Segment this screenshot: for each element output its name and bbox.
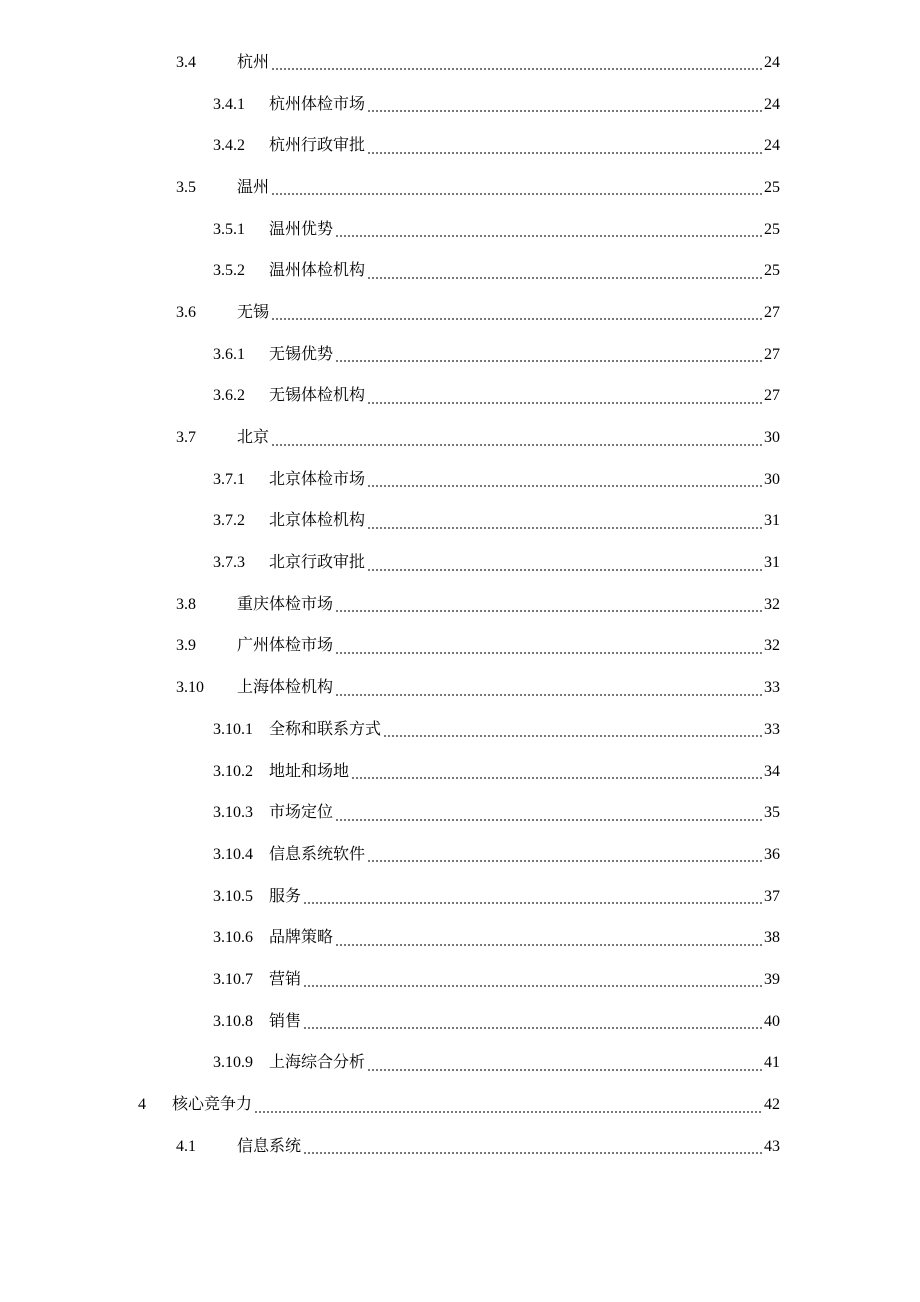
- toc-dot-leader: [303, 902, 763, 904]
- toc-entry-title: 地址和场地: [269, 762, 350, 780]
- toc-entry-number: 3.4: [176, 53, 196, 71]
- toc-entry-number: 3.4.1: [213, 95, 245, 113]
- toc-entry-title: 全称和联系方式: [269, 720, 382, 738]
- toc-dot-leader: [303, 1027, 763, 1029]
- toc-entry-title: 营销: [269, 970, 302, 988]
- toc-entry-title: 杭州行政审批: [269, 137, 366, 155]
- toc-entry-number: 3.10.1: [213, 720, 253, 738]
- toc-entry-number: 3.7.1: [213, 470, 245, 488]
- toc-dot-leader: [335, 360, 763, 362]
- toc-dot-leader: [383, 735, 763, 737]
- toc-entry-title: 温州: [237, 178, 270, 196]
- toc-dot-leader: [271, 68, 763, 70]
- toc-entry-title: 服务: [269, 887, 302, 905]
- toc-entry-title: 销售: [269, 1012, 302, 1030]
- table-of-contents: [0, 42, 920, 1168]
- toc-entry-number: 4.1: [176, 1137, 196, 1155]
- toc-entry-number: 3.6.1: [213, 345, 245, 363]
- toc-dot-leader: [335, 652, 763, 654]
- toc-entry-title: 北京: [237, 429, 270, 447]
- toc-entry-number: 3.10.5: [213, 887, 253, 905]
- toc-entry-title: 市场定位: [269, 804, 334, 822]
- toc-entry-page-number: 30: [764, 429, 780, 447]
- toc-entry-title: 温州优势: [269, 220, 334, 238]
- toc-dot-leader: [271, 444, 763, 446]
- toc-entry-page-number: 33: [764, 720, 780, 738]
- toc-entry-title: 无锡优势: [269, 345, 334, 363]
- toc-entry-number: 3.5: [176, 178, 196, 196]
- toc-dot-leader: [335, 235, 763, 237]
- toc-dot-leader: [335, 944, 763, 946]
- toc-dot-leader: [367, 527, 763, 529]
- toc-dot-leader: [351, 777, 763, 779]
- toc-dot-leader: [335, 610, 763, 612]
- toc-entry-page-number: 32: [764, 595, 780, 613]
- toc-entry[interactable]: [0, 709, 920, 751]
- toc-entry-page-number: 27: [764, 387, 780, 405]
- toc-entry-number: 4: [138, 1096, 146, 1114]
- toc-entry[interactable]: [0, 334, 920, 376]
- toc-entry-title: 广州体检市场: [237, 637, 334, 655]
- toc-entry-number: 3.7.2: [213, 512, 245, 530]
- toc-dot-leader: [303, 985, 763, 987]
- toc-entry[interactable]: [0, 876, 920, 918]
- toc-entry[interactable]: [0, 834, 920, 876]
- toc-entry[interactable]: [0, 376, 920, 418]
- toc-entry-page-number: 39: [764, 970, 780, 988]
- toc-entry-title: 信息系统软件: [269, 845, 366, 863]
- toc-entry[interactable]: [0, 417, 920, 459]
- toc-entry-page-number: 34: [764, 762, 780, 780]
- toc-entry[interactable]: [0, 1084, 920, 1126]
- toc-entry-number: 3.7: [176, 429, 196, 447]
- toc-entry[interactable]: [0, 501, 920, 543]
- toc-entry-number: 3.10.3: [213, 804, 253, 822]
- toc-entry-page-number: 31: [764, 554, 780, 572]
- toc-entry-page-number: 31: [764, 512, 780, 530]
- toc-entry-title: 温州体检机构: [269, 262, 366, 280]
- toc-entry-number: 3.10.9: [213, 1054, 253, 1072]
- toc-entry-number: 3.10.2: [213, 762, 253, 780]
- toc-entry-title: 上海综合分析: [269, 1054, 366, 1072]
- toc-entry[interactable]: [0, 542, 920, 584]
- toc-entry-number: 3.6.2: [213, 387, 245, 405]
- toc-entry[interactable]: [0, 292, 920, 334]
- toc-entry-title: 北京体检市场: [269, 470, 366, 488]
- toc-dot-leader: [367, 569, 763, 571]
- toc-entry-page-number: 38: [764, 929, 780, 947]
- toc-entry[interactable]: [0, 959, 920, 1001]
- toc-entry-title: 上海体检机构: [237, 679, 334, 697]
- toc-entry[interactable]: [0, 1126, 920, 1168]
- toc-entry-number: 3.8: [176, 595, 196, 613]
- toc-entry-page-number: 27: [764, 303, 780, 321]
- toc-entry[interactable]: [0, 792, 920, 834]
- toc-entry-page-number: 27: [764, 345, 780, 363]
- toc-entry-number: 3.10.4: [213, 845, 253, 863]
- toc-entry[interactable]: [0, 42, 920, 84]
- toc-entry[interactable]: [0, 667, 920, 709]
- toc-entry-number: 3.10.6: [213, 929, 253, 947]
- toc-entry[interactable]: [0, 125, 920, 167]
- toc-entry-page-number: 42: [764, 1096, 780, 1114]
- toc-entry-title: 品牌策略: [269, 929, 334, 947]
- toc-dot-leader: [367, 152, 763, 154]
- toc-entry-title: 无锡体检机构: [269, 387, 366, 405]
- toc-entry-page-number: 43: [764, 1137, 780, 1155]
- toc-entry-page-number: 37: [764, 887, 780, 905]
- toc-entry-title: 核心竞争力: [172, 1096, 253, 1114]
- toc-dot-leader: [367, 402, 763, 404]
- toc-entry[interactable]: [0, 250, 920, 292]
- toc-entry-title: 北京行政审批: [269, 554, 366, 572]
- toc-entry[interactable]: [0, 167, 920, 209]
- toc-entry-page-number: 33: [764, 679, 780, 697]
- toc-entry-page-number: 30: [764, 470, 780, 488]
- toc-entry[interactable]: [0, 751, 920, 793]
- toc-entry[interactable]: [0, 84, 920, 126]
- toc-entry-number: 3.4.2: [213, 137, 245, 155]
- toc-dot-leader: [271, 318, 763, 320]
- toc-dot-leader: [335, 819, 763, 821]
- toc-dot-leader: [367, 485, 763, 487]
- toc-entry-number: 3.7.3: [213, 554, 245, 572]
- toc-entry-title: 北京体检机构: [269, 512, 366, 530]
- toc-entry-title: 信息系统: [237, 1137, 302, 1155]
- toc-entry-number: 3.9: [176, 637, 196, 655]
- toc-entry-number: 3.10.7: [213, 970, 253, 988]
- toc-entry-page-number: 41: [764, 1054, 780, 1072]
- toc-dot-leader: [367, 860, 763, 862]
- toc-entry-title: 无锡: [237, 303, 270, 321]
- toc-entry[interactable]: [0, 626, 920, 668]
- toc-entry[interactable]: [0, 584, 920, 626]
- toc-entry-title: 重庆体检市场: [237, 595, 334, 613]
- toc-entry-number: 3.5.1: [213, 220, 245, 238]
- toc-dot-leader: [367, 277, 763, 279]
- toc-dot-leader: [367, 110, 763, 112]
- toc-entry-page-number: 25: [764, 262, 780, 280]
- toc-entry-page-number: 24: [764, 95, 780, 113]
- toc-dot-leader: [271, 193, 763, 195]
- toc-entry-page-number: 32: [764, 637, 780, 655]
- toc-dot-leader: [303, 1152, 763, 1154]
- toc-entry-page-number: 25: [764, 178, 780, 196]
- toc-entry-number: 3.10: [176, 679, 204, 697]
- toc-entry[interactable]: [0, 1043, 920, 1085]
- toc-dot-leader: [254, 1111, 763, 1113]
- toc-entry-title: 杭州: [237, 53, 270, 71]
- toc-entry-page-number: 35: [764, 804, 780, 822]
- toc-entry[interactable]: [0, 459, 920, 501]
- toc-entry-page-number: 36: [764, 845, 780, 863]
- toc-entry-number: 3.6: [176, 303, 196, 321]
- toc-entry-title: 杭州体检市场: [269, 95, 366, 113]
- toc-entry[interactable]: [0, 1001, 920, 1043]
- toc-entry[interactable]: [0, 917, 920, 959]
- toc-dot-leader: [367, 1069, 763, 1071]
- toc-entry[interactable]: [0, 209, 920, 251]
- toc-entry-page-number: 25: [764, 220, 780, 238]
- toc-entry-page-number: 24: [764, 137, 780, 155]
- toc-entry-page-number: 40: [764, 1012, 780, 1030]
- toc-entry-page-number: 24: [764, 53, 780, 71]
- toc-entry-number: 3.5.2: [213, 262, 245, 280]
- toc-dot-leader: [335, 694, 763, 696]
- toc-entry-number: 3.10.8: [213, 1012, 253, 1030]
